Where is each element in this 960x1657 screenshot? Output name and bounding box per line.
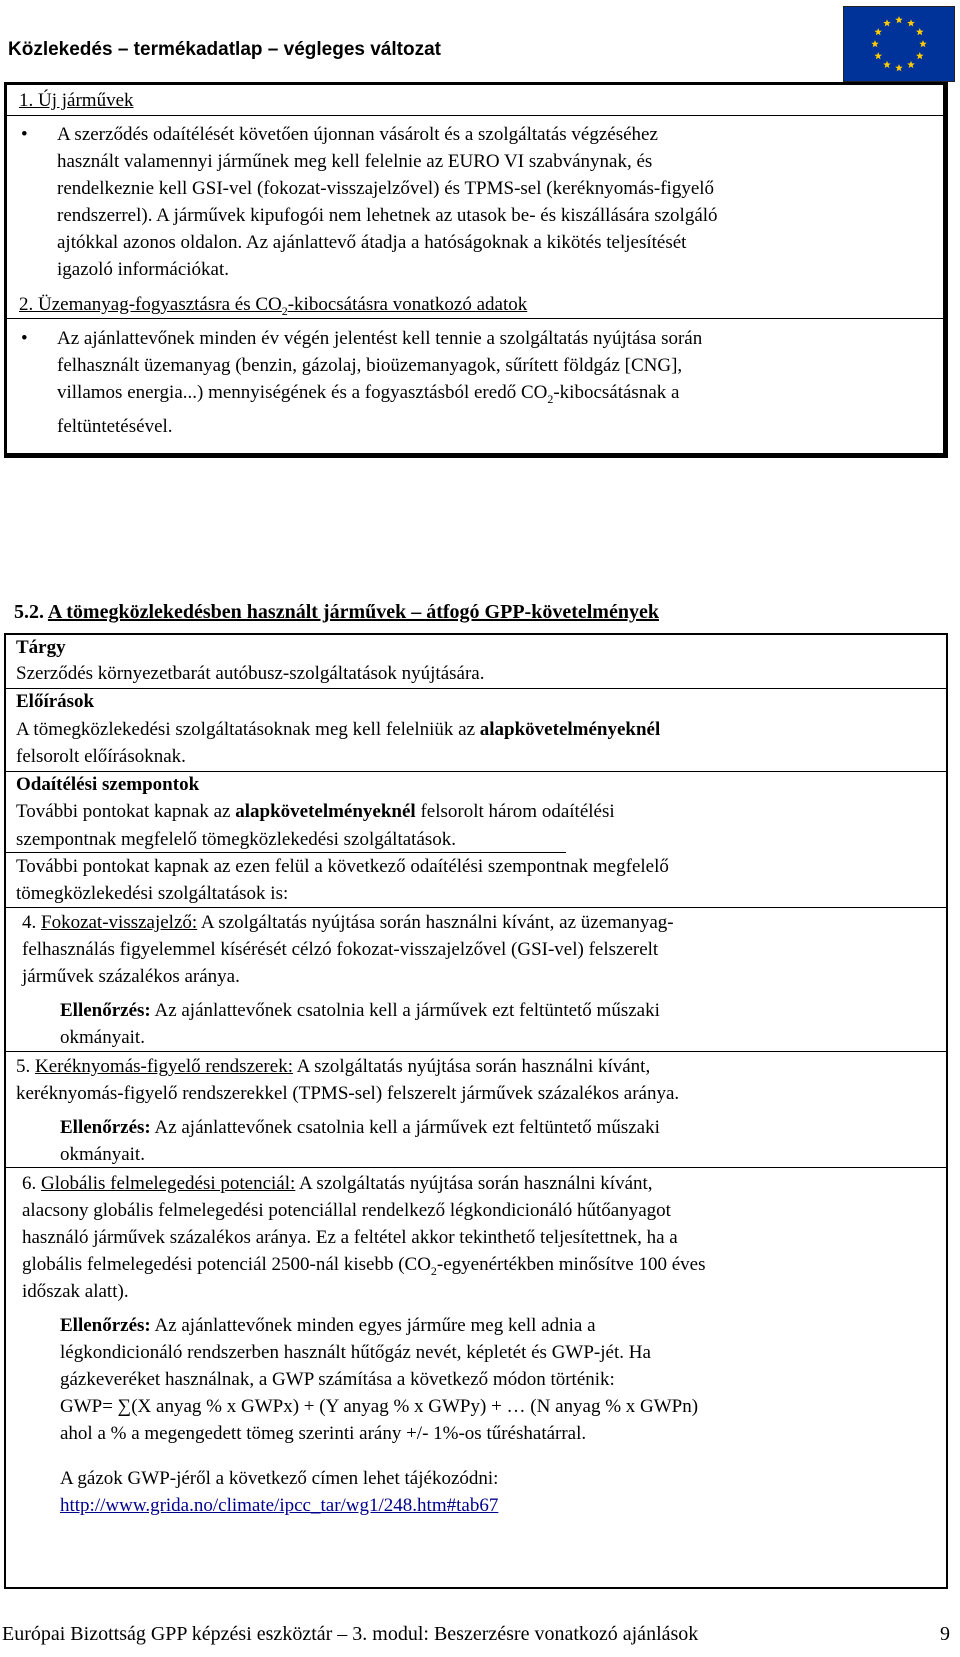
star-icon [883,19,891,26]
gwp-info-link[interactable]: http://www.grida.no/climate/ipcc_tar/wg1/248.htm#tab67 [60,1495,499,1516]
item6-check-line2: légkondicionáló rendszerben használt hűtőgáz nevét, képletét és GWP-jét. Ha [60,1342,651,1363]
text-line: rendelkeznie kell GSI-vel (fokozat-visszajelzővel) és TPMS-sel (keréknyomás-figyelő [57,178,715,199]
section-heading [14,599,659,626]
star-icon [916,28,924,35]
item5-check: Ellenőrzés: Az ajánlattevőnek csatolnia kell a járművek ezt feltüntető műszaki [60,1117,660,1138]
text-line: igazoló információkat. [57,259,229,280]
divider [7,318,943,319]
item4-check-line2: okmányait. [60,1027,145,1048]
item5-line1: 5. Keréknyomás-figyelő rendszerek: A szolgáltatás nyújtása során használni kívánt, [16,1056,651,1077]
item5-line2: keréknyomás-figyelő rendszerekkel (TPMS-sel) felszerelt járművek százalékos aránya. [16,1083,680,1104]
text-line: A szerződés odaítélését követően újonnan vásárolt és a szolgáltatás végzéséhez [57,124,658,145]
item6-line3: használó járművek százalékos aránya. Ez a feltétel akkor tekinthető teljesítettnek, ha a [22,1227,678,1248]
item6-line5: időszak alatt). [22,1281,129,1302]
star-icon [895,16,903,23]
divider [7,115,943,116]
star-icon [919,40,927,47]
section2-title: 2. Üzemanyag-fogyasztásra és $CO_2$-kibocsátásra vonatkozó adatok [19,294,528,318]
gpp-requirements-box [4,633,948,1589]
gwp-formula: GWP= ∑(X anyag % x GWPx) + (Y anyag % x GWPy) + … (N anyag % x GWPn) [60,1396,699,1417]
section-heading-text: A tömegközlekedésben használt járművek – átfogó GPP-követelmények [47,601,659,623]
text-line: feltüntetésével. [57,415,173,437]
divider [6,907,946,908]
targy-text: Szerződés környezetbarát autóbusz-szolgáltatások nyújtására. [16,663,485,684]
eloirasok-text: A tömegközlekedési szolgáltatásoknak meg kell felelniük az alapkövetelményeknél [16,719,661,740]
page-footer: Európai Bizottság GPP képzési eszköztár – 3. modul: Beszerzésre vonatkozó ajánlások [2,1623,699,1645]
bullet-icon: • [21,124,28,145]
odaitelesi-text-line2: szempontnak megfelelő tömegközlekedési szolgáltatások. [16,829,457,850]
bullet-icon: • [21,328,28,349]
text-line: használt valamennyi járműnek meg kell felelnie az EURO VI szabványnak, és [57,151,653,172]
star-icon [895,64,903,71]
page-header-title: Közlekedés – termékadatlap – végleges változat [8,39,441,60]
odaitelesi-text: További pontokat kapnak az alapkövetelményeknél felsorolt három odaítélési [16,801,615,822]
star-icon [916,52,924,59]
text-line: rendszerrel). A járművek kipufogói nem lehetnek az utasok be- és kiszállására szolgáló [57,205,718,226]
item4-line2: felhasználás figyelemmel kísérését célzó fokozat-visszajelzővel (GSI-vel) felszerelt [22,939,659,960]
odaitelesi-text-line3: További pontokat kapnak az ezen felül a következő odaítélési szempontnak megfelelő [16,856,669,877]
section1-bullet [21,121,929,283]
item5-check-line2: okmányait. [60,1144,145,1165]
item6-check-line5: ahol a % a megengedett tömeg szerinti arány +/- 1%-os tűréshatárral. [60,1423,587,1444]
eu-flag-logo [843,6,955,82]
eloirasok-label: Előírások [16,691,95,712]
star-icon [907,19,915,26]
item6-check-line3: gázkeveréket használnak, a GWP számítása a következő módon történik: [60,1369,615,1390]
item4-line3: járművek százalékos aránya. [22,966,240,987]
page-number: 9 [940,1623,950,1645]
item6-line4: globális felmelegedési potenciál 2500-nál kisebb ($CO_2$-egyenértékben minősítve 100 éves [22,1254,706,1278]
star-icon [907,61,915,68]
divider [6,688,946,689]
divider [6,1051,946,1052]
star-icon [874,52,882,59]
star-icon [871,40,879,47]
divider [6,1167,946,1168]
star-icon [883,61,891,68]
text-line: ajtókkal azonos oldalon. Az ajánlattevő átadja a hatóságoknak a kikötés teljesítését [57,232,687,253]
item6-check: Ellenőrzés: Az ajánlattevőnek minden egyes járműre meg kell adnia a [60,1315,596,1336]
item6-info: A gázok GWP-jéről a következő címen lehet tájékozódni: [60,1468,499,1489]
item6-line2: alacsony globális felmelegedési potenciállal rendelkező légkondicionáló hűtőanyagot [22,1200,671,1221]
eu-flag-stars [844,7,954,81]
text-line: Az ajánlattevőnek minden év végén jelentést kell tennie a szolgáltatás nyújtása során [57,328,703,349]
eloirasok-text-line2: felsorolt előírásoknak. [16,746,186,767]
text-line: felhasznált üzemanyag (benzin, gázolaj, bioüzemanyagok, sűrített földgáz [CNG], [57,355,683,376]
item4-line1: 4. Fokozat-visszajelző: A szolgáltatás nyújtása során használni kívánt, az üzemanyag- [22,912,674,933]
item6-line1: 6. Globális felmelegedési potenciál: A szolgáltatás nyújtása során használni kívánt, [22,1173,653,1194]
odaitelesi-label: Odaítélési szempontok [16,774,200,795]
item4-check: Ellenőrzés: Az ajánlattevőnek csatolnia kell a járművek ezt feltüntető műszaki [60,1000,660,1021]
text-line: villamos energia...) mennyiségének és a fogyasztásból eredő $CO_2$-kibocsátásnak a [57,382,680,406]
section1-title: 1. Új járművek [19,90,134,111]
star-icon [874,28,882,35]
section2-bullet [21,325,929,440]
odaitelesi-text-line4: tömegközlekedési szolgáltatások is: [16,883,289,904]
targy-label: Tárgy [16,637,66,658]
vehicle-requirements-box [4,82,948,458]
section-number: 5.2. [14,601,44,623]
